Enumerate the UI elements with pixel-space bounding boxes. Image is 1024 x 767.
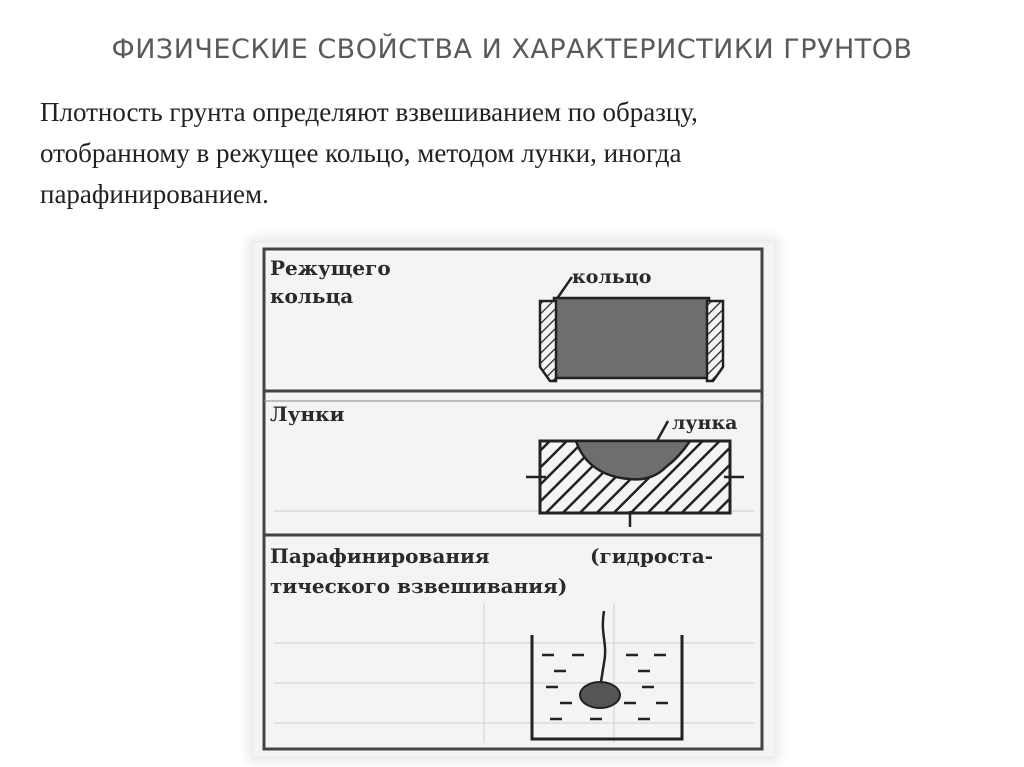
ring-section [270, 256, 723, 381]
ring-heading-line1: Режущего [270, 256, 391, 280]
pit-heading: Лунки [270, 402, 345, 426]
ring-heading-line2: кольца [270, 284, 354, 308]
ring-wall-left [540, 301, 556, 381]
body-line-1: Плотность грунта определяют взвешиванием по образцу, [40, 97, 698, 127]
suspension-thread [600, 611, 605, 688]
ring-wall-right [707, 301, 723, 381]
slide-body-text [40, 92, 1000, 215]
pit-callout: лунка [672, 412, 738, 434]
body-line-2: отобранному в режущее кольцо, методом лунки, иногда [40, 138, 682, 168]
methods-diagram [254, 243, 774, 756]
slide-title: ФИЗИЧЕСКИЕ СВОЙСТВА И ХАРАКТЕРИСТИКИ ГРУНТОВ [111, 34, 913, 65]
body-line-3: парафинированием. [40, 179, 269, 209]
ring-sample [554, 298, 709, 378]
ring-callout: кольцо [572, 266, 652, 288]
paraffin-heading-line1a: Парафинирования [270, 544, 490, 568]
paraffin-sample [580, 682, 620, 708]
methods-figure [254, 243, 774, 756]
paraffin-heading-line2: тического взвешивания) [270, 574, 568, 598]
pit-section [270, 402, 744, 527]
paraffin-heading-line1b: (гидроста- [590, 544, 714, 568]
paraffin-section [270, 544, 713, 739]
